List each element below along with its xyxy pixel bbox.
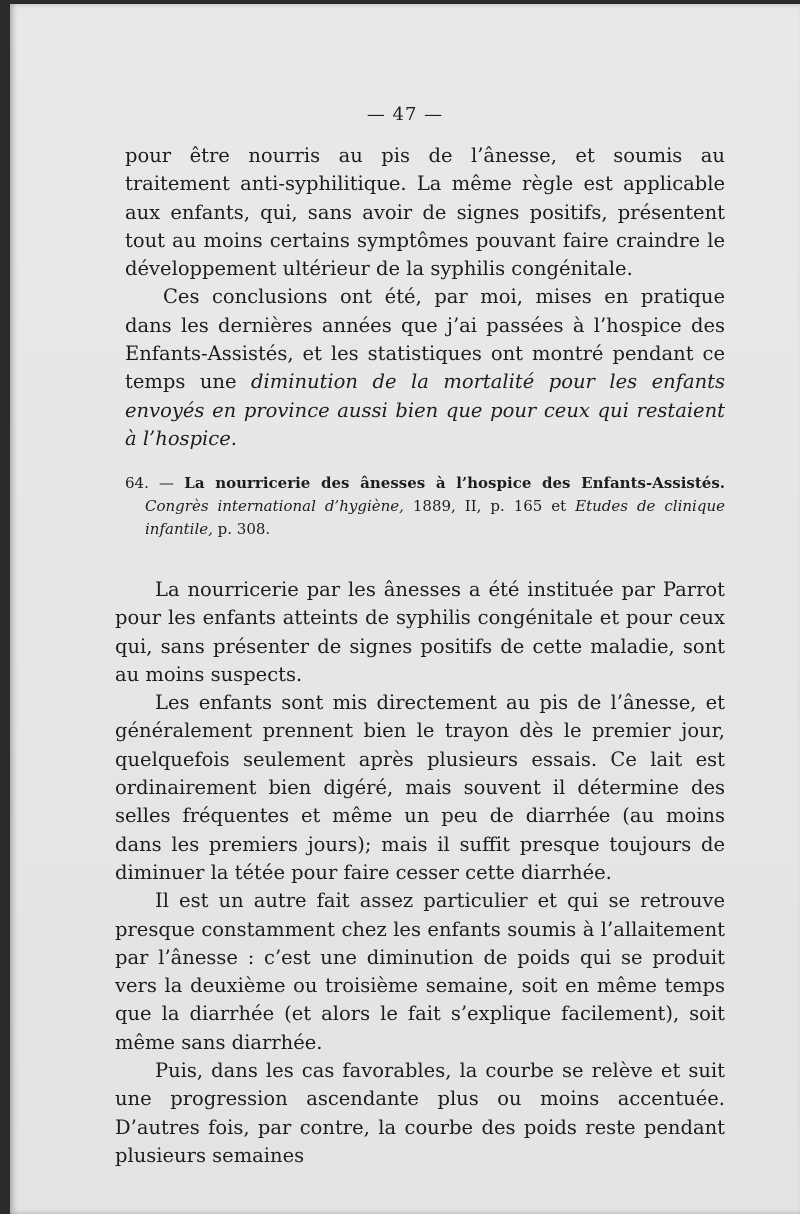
reference-source: Congrès international d’hygiène, <box>145 497 404 515</box>
paragraph: Il est un autre fait assez particulier et qui se retrouve presque constamment chez les enfants soumis à l’allaitement par l’ânesse : c’est une diminution de poids qui se produit vers la deuxième ou troisième semaine, soit en même temps que la diarrhée (et alors le fait s’explique facilement), soit même sans diarrhée. <box>115 889 725 1054</box>
text-section-main <box>115 576 725 1170</box>
paragraph: Puis, dans les cas favorables, la courbe se relève et suit une progression ascendante plus ou moins accentuée. D’autres fois, par contre, la courbe des poids reste pendant plusieurs semaines <box>115 1059 725 1167</box>
paragraph: La nourricerie par les ânesses a été instituée par Parrot pour les enfants atteints de syphilis congénitale et pour ceux qui, sans présenter de signes positifs de cette maladie, sont au moins suspects. <box>115 578 725 686</box>
reference-title: La nourricerie des ânesses à l’hospice des Enfants-Assistés. <box>184 474 725 492</box>
paragraph-text: Ces conclusions ont été, par moi, mises en pratique dans les dernières années que j’ai passées à l’hospice des Enfants-Assistés, et les statistiques ont montré pendant ce temps une <box>125 285 725 394</box>
paragraph <box>125 283 725 453</box>
page-number: — 47 — <box>366 104 444 125</box>
emphasized-text: diminution de la mortalité pour les enfants envoyés en province aussi bien que pour ceux qui restaient à l’hospice. <box>125 370 725 450</box>
reference-source-2: Etudes de clinique infantile, <box>145 497 725 538</box>
reference-entry <box>125 472 725 541</box>
reference-number: 64. — <box>125 474 185 492</box>
reference-detail: 1889, II, p. 165 et <box>403 497 576 515</box>
text-section-continued <box>125 142 725 453</box>
reference-pages: p. 308. <box>212 520 271 538</box>
book-page <box>10 4 800 1214</box>
paragraph: Les enfants sont mis directement au pis de l’ânesse, et généralement prennent bien le trayon dès le premier jour, quelquefois seulement après plusieurs essais. Ce lait est ordinairement bien digéré, mais souvent il détermine des selles fréquentes et même un peu de diarrhée (au moins dans les premiers jours); mais il suffit presque toujours de diminuer la tétée pour faire cesser cette diarrhée. <box>115 691 725 884</box>
paragraph: pour être nourris au pis de l’ânesse, et soumis au traitement anti-syphilitique. La même règle est applicable aux enfants, qui, sans avoir de signes positifs, présentent tout au moins certains symptômes pouvant faire craindre le développement ultérieur de la syphilis congénitale. <box>125 144 725 281</box>
